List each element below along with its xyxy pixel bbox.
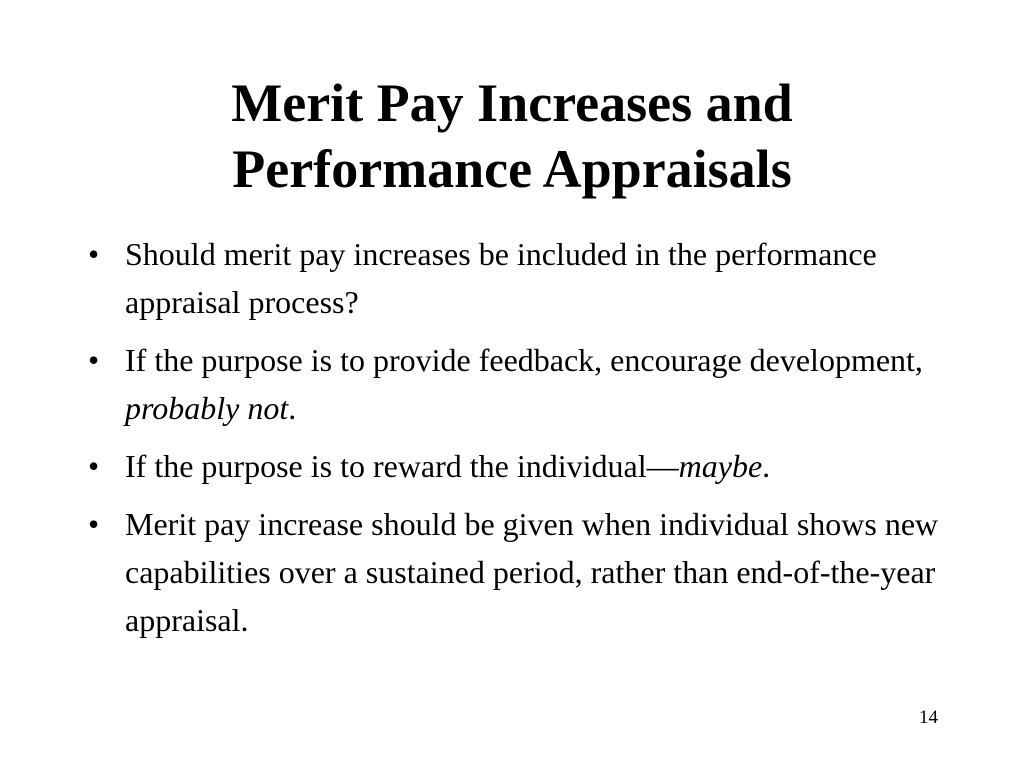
slide-title-line-1: Merit Pay Increases and [231, 73, 793, 133]
bullet-dot-icon: • [88, 448, 100, 484]
bullet-text: Merit pay increase should be given when individual shows new capabilities over a sustained period, rather than end-of-the-year appraisal. [125, 506, 939, 638]
bullet-item-3 [82, 442, 962, 490]
bullet-text: If the purpose is to reward the individual— [125, 448, 679, 484]
bullet-text: If the purpose is to provide feedback, encourage development, [125, 342, 923, 378]
bullet-list [82, 230, 962, 654]
bullet-dot-icon: • [88, 342, 100, 378]
page-number: 14 [919, 707, 938, 728]
bullet-item-2 [82, 336, 962, 432]
bullet-item-4 [82, 500, 962, 644]
slide-title [0, 70, 1024, 202]
bullet-emphasis: probably not [125, 390, 289, 426]
bullet-tail: . [762, 448, 771, 484]
slide-title-line-2: Performance Appraisals [232, 139, 792, 199]
bullet-emphasis: maybe [678, 448, 763, 484]
bullet-tail: . [288, 390, 297, 426]
bullet-dot-icon: • [88, 236, 100, 272]
bullet-dot-icon: • [88, 506, 100, 542]
bullet-item-1 [82, 230, 962, 326]
bullet-text: Should merit pay increases be included in the performance appraisal process? [125, 236, 877, 320]
